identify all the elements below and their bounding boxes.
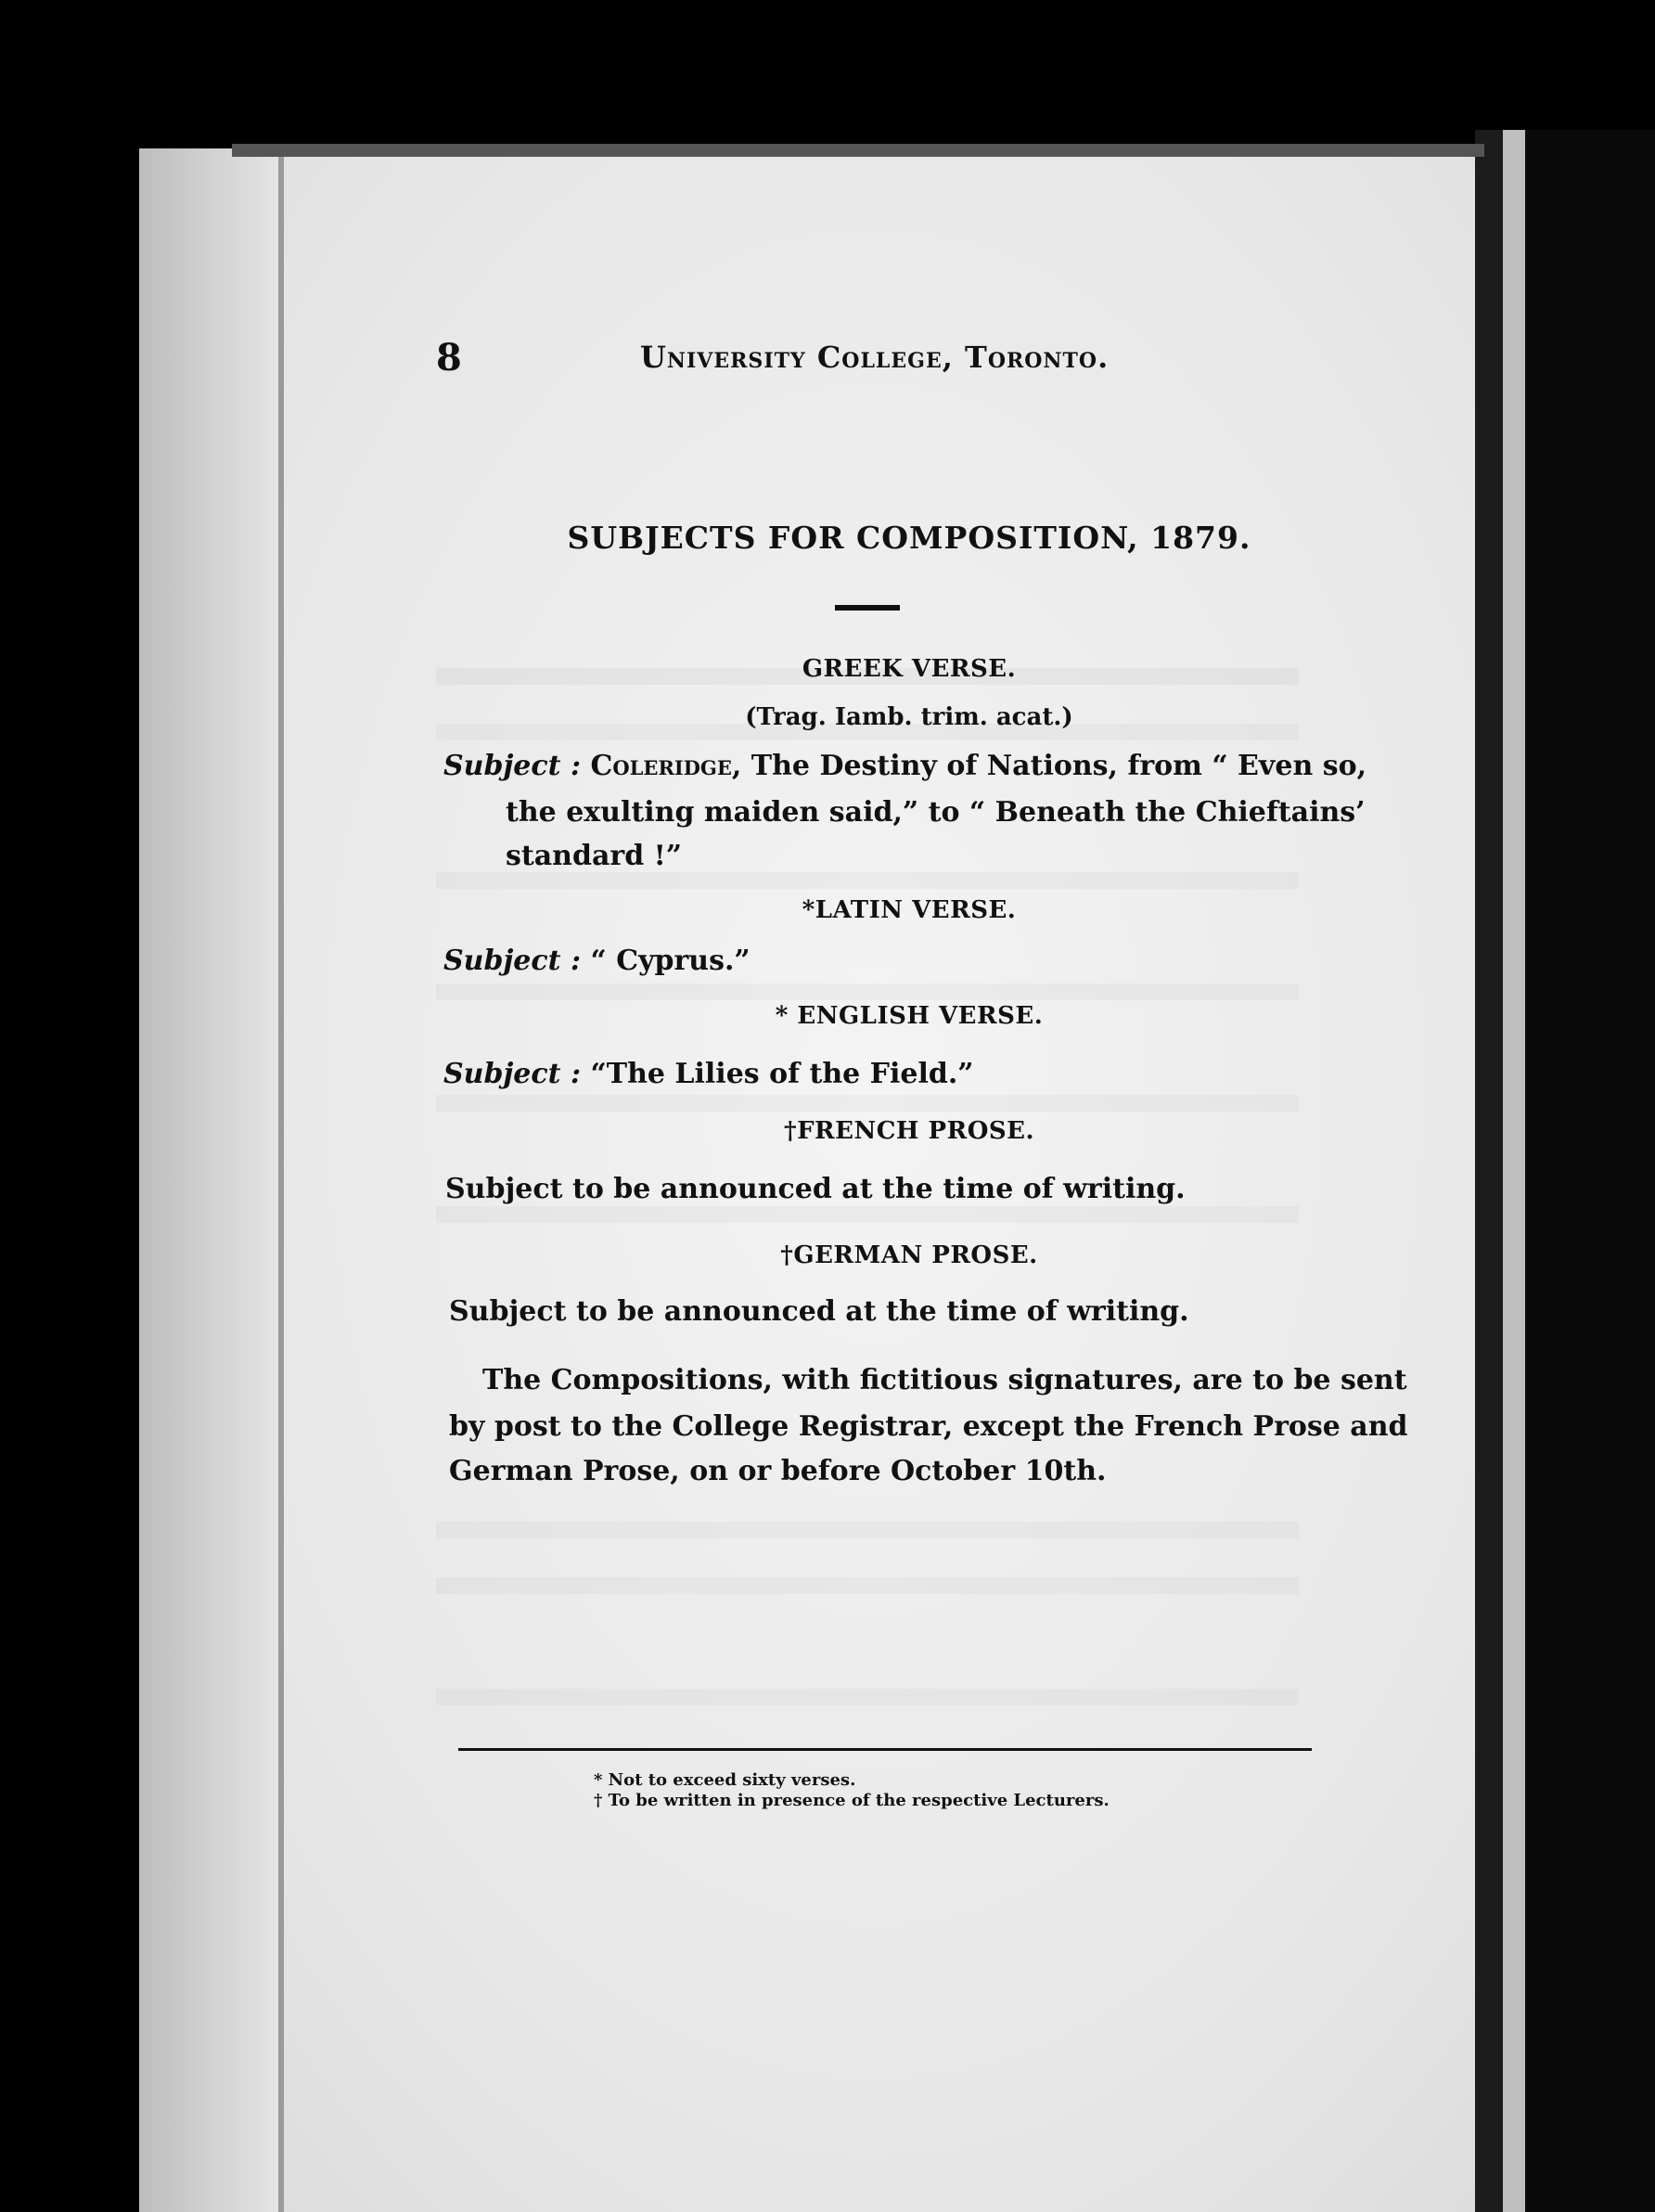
- greek-verse-heading: GREEK VERSE.: [802, 655, 1017, 683]
- subject-text: “ Cyprus.”: [581, 945, 751, 977]
- compositions-note-line-3: German Prose, on or before October 10th.: [449, 1455, 1107, 1487]
- footnote-rule: [458, 1748, 1312, 1751]
- english-verse-subject-line: [443, 1058, 974, 1090]
- top-edge: [232, 144, 1484, 157]
- greek-verse-subject-line-3: standard !”: [506, 840, 683, 872]
- english-verse-heading: * ENGLISH VERSE.: [775, 1002, 1044, 1030]
- right-page-edge: [1525, 130, 1655, 2212]
- footnote: † To be written in presence of the respective Lecturers.: [594, 1791, 1110, 1810]
- french-prose-subject-line: Subject to be announced at the time of writing.: [445, 1173, 1186, 1205]
- title-rule: [835, 605, 900, 611]
- binding-line: [278, 148, 284, 2212]
- compositions-note-line-1: The Compositions, with fictitious signatures, are to be sent: [482, 1364, 1407, 1396]
- right-page-strip: [1503, 130, 1525, 2212]
- page-number: 8: [436, 336, 462, 379]
- running-head: University College, Toronto.: [640, 340, 1110, 375]
- author-name: Coleridge,: [590, 750, 742, 782]
- subject-text: “The Lilies of the Field.”: [581, 1058, 974, 1090]
- latin-verse-subject-line: [443, 945, 751, 977]
- compositions-note-line-2: by post to the College Registrar, except the French Prose and: [449, 1410, 1408, 1443]
- subject-text: The Destiny of Nations, from “ Even so,: [741, 750, 1367, 782]
- greek-verse-subject-line-2: the exulting maiden said,” to “ Beneath the Chieftains’: [506, 796, 1366, 829]
- subject-label: Subject :: [443, 1058, 582, 1090]
- subject-label: Subject :: [443, 945, 582, 977]
- subject-label: Subject :: [443, 750, 582, 782]
- footnote: * Not to exceed sixty verses.: [594, 1770, 856, 1790]
- greek-verse-subject-line: [443, 750, 1366, 782]
- german-prose-subject-line: Subject to be announced at the time of writing.: [449, 1295, 1189, 1328]
- section-title: SUBJECTS FOR COMPOSITION, 1879.: [567, 520, 1251, 556]
- binding-shadow: [139, 148, 278, 2212]
- book-spine: [1475, 130, 1503, 2212]
- german-prose-heading: †GERMAN PROSE.: [780, 1241, 1038, 1269]
- french-prose-heading: †FRENCH PROSE.: [783, 1117, 1034, 1145]
- greek-verse-meter: (Trag. Iamb. trim. acat.): [745, 703, 1073, 731]
- latin-verse-heading: *LATIN VERSE.: [802, 896, 1017, 924]
